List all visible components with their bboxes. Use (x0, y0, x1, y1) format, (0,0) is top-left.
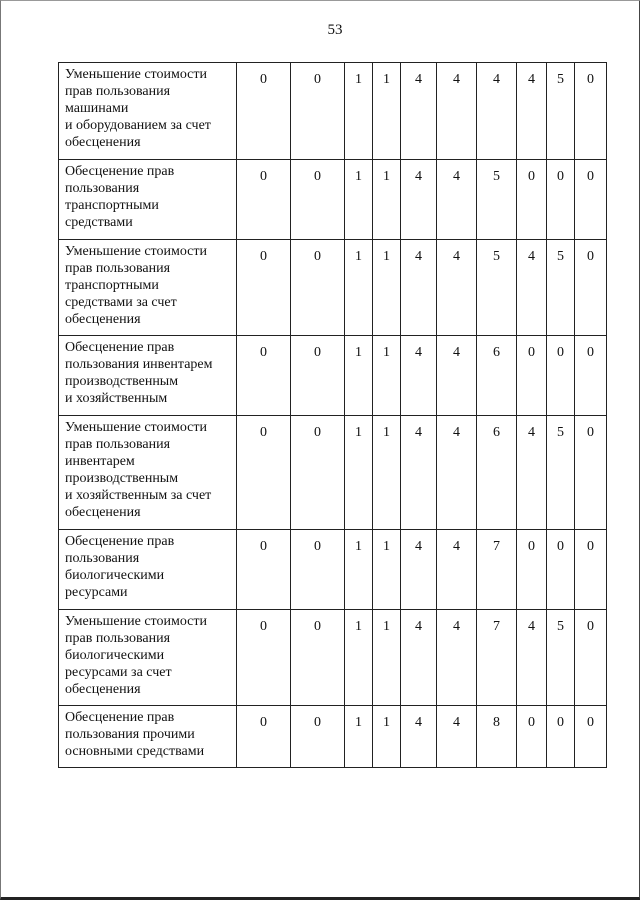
code-digit-cell: 0 (237, 610, 291, 706)
code-digit-cell: 1 (345, 610, 373, 706)
code-digit-cell: 4 (401, 610, 437, 706)
code-digit-cell: 0 (291, 336, 345, 416)
code-digit-cell: 0 (575, 240, 607, 336)
code-digit-cell: 0 (517, 160, 547, 240)
code-digit-cell: 5 (547, 240, 575, 336)
code-digit-cell: 0 (575, 160, 607, 240)
row-label: Уменьшение стоимости прав пользования инвентарем производственным и хозяйственным за счет обесценения (59, 416, 237, 530)
code-digit-cell: 6 (477, 336, 517, 416)
code-digit-cell: 0 (291, 160, 345, 240)
code-digit-cell: 1 (373, 416, 401, 530)
table-row (59, 336, 607, 416)
code-digit-cell: 0 (291, 706, 345, 768)
table-row (59, 160, 607, 240)
code-digit-cell: 0 (291, 240, 345, 336)
table-row (59, 416, 607, 530)
code-digit-cell: 1 (345, 160, 373, 240)
code-digit-cell: 0 (237, 160, 291, 240)
code-digit-cell: 4 (401, 336, 437, 416)
code-digit-cell: 5 (477, 240, 517, 336)
code-digit-cell: 1 (345, 63, 373, 160)
code-digit-cell: 4 (437, 160, 477, 240)
code-digit-cell: 0 (547, 160, 575, 240)
code-digit-cell: 4 (437, 336, 477, 416)
code-digit-cell: 0 (575, 63, 607, 160)
table-row (59, 530, 607, 610)
row-label: Обесценение прав пользования инвентарем производственным и хозяйственным (59, 336, 237, 416)
account-codes-table (58, 62, 607, 768)
code-digit-cell: 4 (437, 706, 477, 768)
table-row (59, 706, 607, 768)
code-digit-cell: 4 (401, 63, 437, 160)
code-digit-cell: 4 (437, 610, 477, 706)
code-digit-cell: 0 (291, 63, 345, 160)
code-digit-cell: 1 (345, 530, 373, 610)
code-digit-cell: 4 (401, 240, 437, 336)
code-digit-cell: 0 (575, 610, 607, 706)
code-digit-cell: 0 (517, 336, 547, 416)
code-digit-cell: 0 (291, 610, 345, 706)
code-digit-cell: 0 (575, 416, 607, 530)
code-digit-cell: 5 (547, 416, 575, 530)
code-digit-cell: 0 (237, 530, 291, 610)
table-row (59, 240, 607, 336)
table-row (59, 610, 607, 706)
code-digit-cell: 0 (237, 336, 291, 416)
code-digit-cell: 1 (373, 530, 401, 610)
code-digit-cell: 0 (575, 706, 607, 768)
code-digit-cell: 5 (547, 610, 575, 706)
code-digit-cell: 0 (547, 336, 575, 416)
code-digit-cell: 0 (237, 706, 291, 768)
code-digit-cell: 0 (575, 336, 607, 416)
code-digit-cell: 0 (517, 530, 547, 610)
code-digit-cell: 0 (547, 530, 575, 610)
row-label: Уменьшение стоимости прав пользования транспортными средствами за счет обесценения (59, 240, 237, 336)
code-digit-cell: 7 (477, 610, 517, 706)
code-digit-cell: 1 (373, 336, 401, 416)
code-digit-cell: 0 (575, 530, 607, 610)
code-digit-cell: 1 (345, 706, 373, 768)
code-digit-cell: 0 (237, 416, 291, 530)
row-label: Уменьшение стоимости прав пользования биологическими ресурсами за счет обесценения (59, 610, 237, 706)
code-digit-cell: 0 (547, 706, 575, 768)
code-digit-cell: 5 (547, 63, 575, 160)
code-digit-cell: 7 (477, 530, 517, 610)
code-digit-cell: 1 (345, 416, 373, 530)
code-digit-cell: 4 (437, 530, 477, 610)
code-digit-cell: 4 (517, 610, 547, 706)
row-label: Уменьшение стоимости прав пользования машинами и оборудованием за счет обесценения (59, 63, 237, 160)
code-digit-cell: 4 (437, 416, 477, 530)
code-digit-cell: 4 (517, 416, 547, 530)
code-digit-cell: 4 (437, 240, 477, 336)
code-digit-cell: 5 (477, 160, 517, 240)
code-digit-cell: 0 (517, 706, 547, 768)
row-label: Обесценение прав пользования биологическими ресурсами (59, 530, 237, 610)
code-digit-cell: 8 (477, 706, 517, 768)
row-label: Обесценение прав пользования прочими основными средствами (59, 706, 237, 768)
code-digit-cell: 1 (345, 336, 373, 416)
code-digit-cell: 4 (477, 63, 517, 160)
row-label: Обесценение прав пользования транспортными средствами (59, 160, 237, 240)
code-digit-cell: 1 (373, 160, 401, 240)
code-digit-cell: 0 (291, 530, 345, 610)
code-digit-cell: 0 (291, 416, 345, 530)
code-digit-cell: 0 (237, 63, 291, 160)
page-number: 53 (327, 22, 343, 38)
code-digit-cell: 1 (373, 63, 401, 160)
code-digit-cell: 1 (373, 240, 401, 336)
code-digit-cell: 4 (401, 416, 437, 530)
code-digit-cell: 1 (345, 240, 373, 336)
code-digit-cell: 4 (517, 63, 547, 160)
code-digit-cell: 4 (437, 63, 477, 160)
code-digit-cell: 4 (401, 706, 437, 768)
table-row (59, 63, 607, 160)
code-digit-cell: 4 (517, 240, 547, 336)
code-digit-cell: 1 (373, 706, 401, 768)
code-digit-cell: 4 (401, 160, 437, 240)
code-digit-cell: 6 (477, 416, 517, 530)
code-digit-cell: 4 (401, 530, 437, 610)
table-body (59, 63, 607, 768)
code-digit-cell: 0 (237, 240, 291, 336)
code-digit-cell: 1 (373, 610, 401, 706)
